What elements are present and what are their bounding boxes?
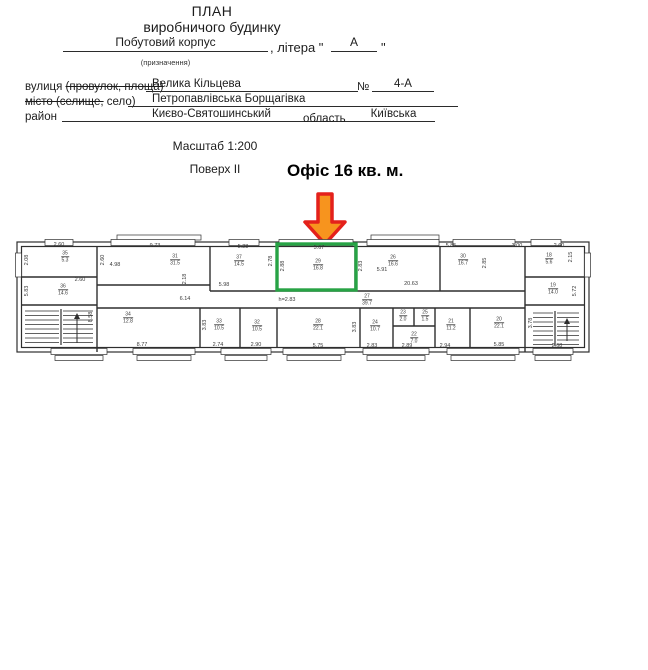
city-label-struck: місто (селище, (25, 96, 104, 108)
dimension-label: 2.78 (268, 255, 274, 267)
outer-walls (17, 242, 589, 352)
street-label-struck: (провулок, площа) (65, 81, 164, 93)
dimension-label: 2.60 (100, 254, 106, 266)
dimension-label: 2.83 (366, 343, 378, 349)
oblast-label: область (303, 113, 346, 125)
district-value: Києво-Святошинський (62, 108, 388, 122)
dimension-label: 3.83 (202, 319, 208, 331)
inner-walls (21, 246, 584, 352)
city-label (25, 96, 136, 108)
dimension-label: 2.60 (53, 242, 65, 248)
street-value: Велика Кільцева (146, 78, 358, 92)
room-label: 24 10.7 (370, 319, 380, 333)
city-label-plain: село) (106, 96, 136, 108)
purpose-caption: (призначення) (140, 58, 191, 67)
dimension-label: 9.73 (149, 243, 161, 249)
litera-close-quote: " (381, 40, 386, 55)
dimension-label: 5.72 (572, 285, 578, 297)
dimension-label: 5.75 (312, 343, 324, 349)
room-label: 19 14.0 (548, 282, 558, 296)
purpose-field (63, 35, 268, 52)
street-label (25, 81, 164, 93)
room-label: 22 7.0 (410, 331, 418, 345)
room-label: 21 11.2 (446, 318, 456, 332)
room-label: 36 14.6 (58, 283, 68, 297)
room-label: 32 10.5 (252, 319, 262, 333)
doc-title-line1: ПЛАН (191, 3, 233, 19)
scale-label: Масштаб 1:200 (172, 139, 258, 153)
dimension-label: 5.67 (313, 245, 325, 251)
floor-plan (15, 233, 593, 365)
dimension-label: 2.18 (182, 273, 188, 285)
dimension-label: 3.00 (511, 243, 523, 249)
room-label: 31 31.5 (170, 253, 180, 267)
dimension-label: 2.15 (568, 251, 574, 263)
room-label: 34 12.8 (123, 311, 133, 325)
dimension-label: 2.88 (280, 260, 286, 272)
room-label: 27 39.7 (362, 293, 372, 307)
floor-plan-drawing (15, 233, 593, 365)
dimension-label: 5.91 (376, 267, 388, 273)
litera-label: , літера " (270, 40, 324, 55)
dimension-label: 5.85 (493, 342, 505, 348)
dimension-label: 2.89 (401, 343, 413, 349)
city-value: Петропавлівська Борщагівка (128, 93, 458, 107)
room-label: 33 10.5 (214, 318, 224, 332)
highlighted-office-room (277, 244, 356, 290)
dimension-label: 5.85 (445, 243, 457, 249)
windows (16, 235, 591, 361)
dimension-label: 2.85 (482, 257, 488, 269)
number-value: 4-А (372, 78, 434, 92)
dimension-label: 2.94 (439, 343, 451, 349)
dimension-label: 6.14 (179, 296, 191, 302)
litera-field: А (331, 35, 377, 52)
dimension-label: 5.98 (218, 282, 230, 288)
room-label: 37 14.5 (234, 254, 244, 268)
number-label: № (357, 81, 370, 93)
doc-title (0, 3, 424, 35)
room-label: 28 22.1 (313, 318, 323, 332)
room-label: 29 16.8 (313, 258, 323, 272)
street-label-word: вулиця (25, 81, 63, 93)
dimension-label: 5.83 (24, 285, 30, 297)
dimension-label: 2.74 (212, 342, 224, 348)
dimension-label: h=2.83 (278, 297, 296, 303)
room-label: 18 5.6 (545, 252, 553, 266)
dimension-label: 4.98 (109, 262, 121, 268)
room-label: 35 5.3 (61, 250, 69, 264)
room-label: 25 1.5 (421, 309, 429, 323)
room-label: 23 2.0 (399, 309, 407, 323)
dimension-label: 2.68 (551, 343, 563, 349)
dimension-label: 2.83 (358, 260, 364, 272)
room-label: 26 16.6 (388, 254, 398, 268)
room-label: 30 16.7 (458, 253, 468, 267)
dimension-label: 3.83 (352, 321, 358, 333)
room-label: 20 22.1 (494, 316, 504, 330)
purpose-value: Побутовий корпус (115, 35, 216, 49)
office-annotation: Офіс 16 кв. м. (287, 161, 404, 180)
dimension-label: 2.60 (553, 243, 565, 249)
dimension-label: 8.58 (88, 311, 94, 323)
oblast-value: Київська (352, 108, 435, 122)
doc-title-line2: виробничого будинку (143, 19, 281, 35)
dimension-label: 2.90 (250, 342, 262, 348)
dimension-label: 2.60 (74, 277, 86, 283)
left-staircase (25, 309, 93, 345)
dimension-label: 2.08 (24, 254, 30, 266)
dimension-label: 20.63 (404, 281, 418, 287)
dimension-label: 5.28 (237, 244, 249, 250)
dimension-label: 3.78 (528, 317, 534, 329)
dimension-label: 8.77 (136, 342, 148, 348)
floor-label: Поверх II (189, 162, 241, 176)
right-staircase (533, 311, 579, 346)
district-label: район (25, 111, 57, 123)
